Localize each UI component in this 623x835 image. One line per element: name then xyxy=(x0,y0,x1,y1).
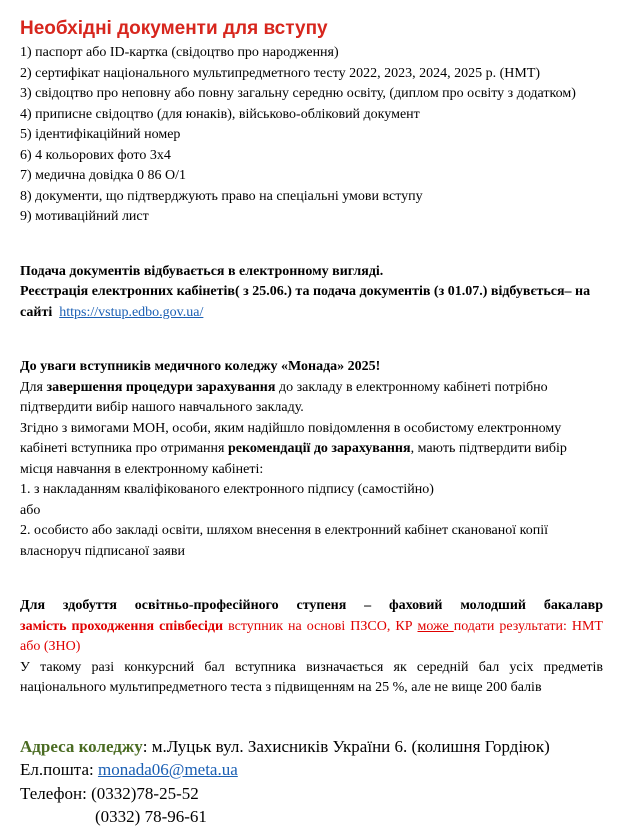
submission-line-2 xyxy=(20,282,603,323)
notice-title: До уваги вступників медичного коледжу «Монада» 2025! xyxy=(20,359,381,374)
bachelor-line-1: Для здобуття освітньо-професійного ступеня – фаховий молодший бакалавр xyxy=(20,598,603,613)
notice-option-1: 1. з накладанням кваліфікованого електронного підпису (самостійно) xyxy=(20,482,434,497)
notice-section xyxy=(20,357,603,562)
phone-line: Телефон: (0332)78-25-52 xyxy=(20,783,199,803)
phone-2: (0332) 78-96-61 xyxy=(95,807,207,826)
notice-paragraph-1: Для завершення процедури зарахування до закладу в електронному кабінеті потрібно підтвердити вибір нашого навчального закладу. xyxy=(20,379,548,415)
document-page xyxy=(20,18,603,829)
email-line: Ел.пошта: monada06@meta.ua xyxy=(20,760,238,779)
submission-line-1: Подача документів відбувається в електронному вигляді. xyxy=(20,263,384,279)
bachelor-section xyxy=(20,596,603,699)
vstup-link[interactable]: https://vstup.edbo.gov.ua/ xyxy=(59,304,204,320)
list-item: 9) мотиваційний лист xyxy=(20,209,149,224)
notice-option-2: 2. особисто або закладі освіти, шляхом внесення в електронний кабінет сканованої копії власноруч підписаної заяви xyxy=(20,523,548,559)
address-line: Адреса коледжу: м.Луцьк вул. Захисників України 6. (колишня Гордіюк) xyxy=(20,736,550,756)
list-item: 8) документи, що підтверджують право на спеціальні умови вступу xyxy=(20,188,423,204)
page-title: Необхідні документи для вступу xyxy=(20,18,328,39)
submission-section xyxy=(20,262,603,324)
list-item: 4) приписне свідоцтво (для юнаків), військово-обліковий документ xyxy=(20,106,420,122)
list-item: 3) свідоцтво про неповну або повну загальну середню освіту, (диплом про освіту з додатком) xyxy=(20,86,576,101)
submission-text: Реєстрація електронних кабінетів( з 25.06.) та подача документів (з 01.07.) відбувється– на сайті xyxy=(20,284,591,320)
phone-1: (0332)78-25-52 xyxy=(91,783,199,803)
list-item: 7) медична довідка 0 86 О/1 xyxy=(20,168,186,183)
notice-or: або xyxy=(20,502,41,518)
bachelor-note: У такому разі конкурсний бал вступника визначається як середній бал усіх предметів національного мультипредметного теста з підвищенням на 25 %, але не вище 200 балів xyxy=(20,659,603,695)
list-item: 6) 4 кольорових фото 3х4 xyxy=(20,147,171,163)
bachelor-line-2: замість проходження співбесіди вступник на основі ПЗСО, КР може подати результати: НМТ або (ЗНО) xyxy=(20,618,603,654)
email-link[interactable]: monada06@meta.ua xyxy=(97,760,238,779)
address-label: Адреса коледжу xyxy=(20,736,143,756)
documents-list xyxy=(20,43,603,228)
list-item: 1) паспорт або ID-картка (свідоцтво про народження) xyxy=(20,45,339,60)
list-item: 5) ідентифікаційний номер xyxy=(20,127,181,142)
notice-paragraph-2: Згідно з вимогами МОН, особи, яким надійшло повідомлення в особистому електронному кабінеті вступника про отримання рекомендації до зарахування, мають підтвердити вибір місця навчання в електронному кабінеті: xyxy=(20,420,567,477)
contacts-section xyxy=(20,735,603,829)
list-item: 2) сертифікат національного мультипредметного тесту 2022, 2023, 2024, 2025 р. (НМТ) xyxy=(20,65,541,81)
